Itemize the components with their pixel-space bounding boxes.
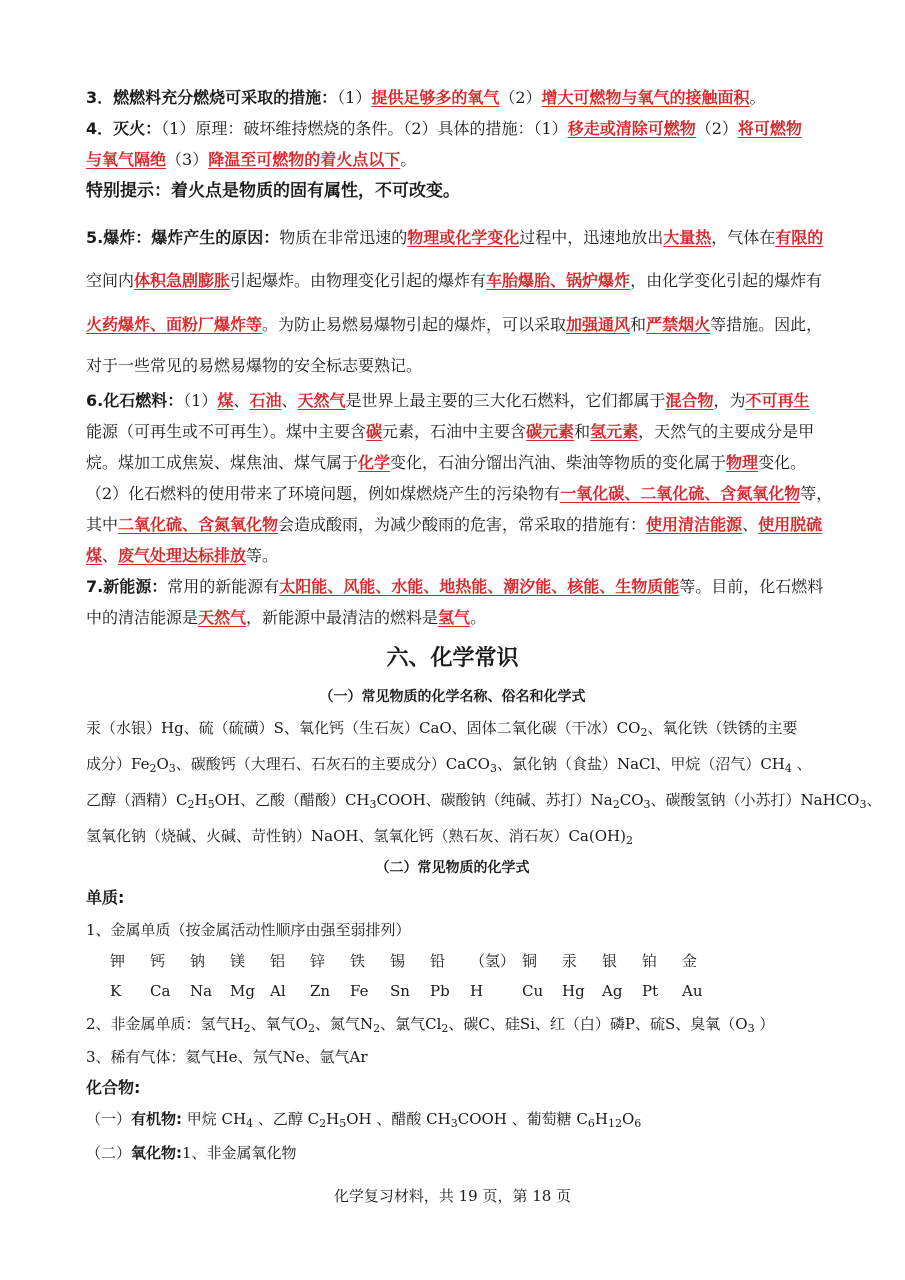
answer-text: 煤 [217, 391, 234, 410]
metal-name: 镁 [230, 952, 246, 970]
answer-text: 有限的 [775, 228, 824, 247]
text: OH、乙酸（醋酸）CH [214, 791, 370, 809]
text: 等措施。因此， [710, 315, 823, 334]
text: 其中 [86, 515, 119, 534]
answer-text: 天然气 [297, 391, 346, 410]
text: 。 [470, 608, 487, 627]
answer-text: 石油 [249, 391, 282, 410]
metal-symbol: Ca [150, 982, 171, 1000]
text: 、碳C、硅Si、红（白）磷P、硫S、臭氧（O [448, 1015, 748, 1033]
text: 等， [800, 484, 833, 503]
text: （1）原理：破坏维持燃烧的条件。（2）具体的措施：（1） [161, 119, 568, 138]
subscript: 4 [784, 762, 792, 775]
text: 常用的新能源有 [167, 577, 280, 596]
answer-text: 物理或化学变化 [407, 228, 520, 247]
text: 、 [281, 391, 298, 410]
subscript: 3 [747, 1022, 755, 1035]
metal-symbol: Cu [522, 982, 544, 1000]
metal-symbol: H [470, 982, 484, 1000]
subscript: 5 [339, 1117, 347, 1130]
text: O [621, 1110, 635, 1128]
text: 是世界上最主要的三大化石燃料，它们都属于 [345, 391, 666, 410]
section-6-line-3 [86, 452, 826, 474]
answer-text: 废气处理达标排放 [118, 546, 247, 565]
oxide-line [86, 1142, 826, 1164]
text: 中的清洁能源是 [86, 608, 199, 627]
subscript: 2 [319, 1117, 327, 1130]
text: 。为防止易燃易爆物引起的爆炸，可以采取 [262, 315, 567, 334]
section-6-line-1 [86, 390, 826, 412]
subsection-1-title: （一）常见物质的化学名称、俗名和化学式 [319, 689, 586, 705]
text: H [194, 791, 208, 809]
section-title: 六、化学常识 [386, 646, 519, 671]
text: ，由化学变化引起的爆炸有 [630, 271, 823, 290]
text: COOH、碳酸钠（纯碱、苏打）Na [376, 791, 613, 809]
text: 、 [233, 391, 250, 410]
answer-text: 降温至可燃物的着火点以下 [208, 150, 401, 169]
text: H [326, 1110, 340, 1128]
special-tip: 特别提示：着火点是物质的固有属性，不可改变。 [86, 181, 460, 201]
answer-text: 体积急剧膨胀 [134, 271, 231, 290]
text: 等。 [246, 546, 279, 565]
answer-text: 不可再生 [745, 391, 810, 410]
text: ，气体在 [711, 228, 776, 247]
elements-label: 单质: [86, 888, 125, 907]
text: 、氯化钠（食盐）NaCl、甲烷（沼气）CH [496, 755, 785, 773]
text: 氢氧化钠（烧碱、火碱、苛性钠）NaOH、氢氧化钙（熟石灰、消石灰）Ca(OH) [86, 827, 626, 845]
section-5-heading: 5.爆炸：爆炸产生的原因： [86, 228, 280, 247]
metal-symbol: Sn [390, 982, 410, 1000]
text: 等。目前，化石燃料 [679, 577, 824, 596]
names-line-3 [86, 789, 882, 816]
text: ，天然气的主要成分是甲 [638, 422, 815, 441]
subscript: 2 [441, 1022, 449, 1035]
answer-text: 提供足够多的氧气 [371, 88, 500, 107]
subscript: 4 [246, 1117, 254, 1130]
text: 空间内 [86, 271, 135, 290]
section-5-line-2 [86, 270, 826, 292]
subscript: 2 [243, 1022, 251, 1035]
metal-name: 银 [602, 952, 618, 970]
subscript: 3 [369, 798, 377, 811]
section-4-heading: 4．灭火： [86, 119, 162, 138]
subscript: 6 [587, 1117, 595, 1130]
subscript: 3 [450, 1117, 458, 1130]
section-6-line-5 [86, 514, 826, 536]
section-4-line-2 [86, 149, 826, 171]
text: ，新能源中最清洁的燃料是 [246, 608, 439, 627]
organic-line [86, 1108, 826, 1135]
text: （1） [337, 88, 372, 107]
text: 、氧化铁（铁锈的主要 [647, 719, 798, 737]
metal-name: 钾 [110, 952, 126, 970]
answer-text: 严禁烟火 [646, 315, 711, 334]
text: 变化，石油分馏出汽油、柴油等物质的变化属于 [390, 453, 727, 472]
answer-text: 使用脱硫 [758, 515, 823, 534]
metal-name: 钠 [190, 952, 206, 970]
subscript: 3 [643, 798, 651, 811]
text: （2）化石燃料的使用带来了环境问题，例如煤燃烧产生的污染物有 [86, 484, 561, 503]
text: （3） [166, 150, 209, 169]
names-line-2 [86, 753, 826, 780]
metal-name: 铝 [270, 952, 286, 970]
names-line-4 [86, 825, 826, 852]
section-4-line-1 [86, 118, 826, 140]
organic-label: 有机物: [131, 1110, 183, 1128]
section-6-line-6 [86, 545, 826, 567]
text: H [594, 1110, 608, 1128]
text: 过程中，迅速地放出 [519, 228, 664, 247]
text: O [156, 755, 169, 773]
text: 汞（水银）Hg、硫（硫磺）S、氧化钙（生石灰）CaO、固体二氧化碳（干冰）CO [86, 719, 641, 737]
text: ） [754, 1015, 775, 1033]
text: 甲烷 CH [182, 1110, 247, 1128]
metal-name: 铜 [522, 952, 538, 970]
metal-name: 铂 [642, 952, 658, 970]
metal-symbol: Pb [430, 982, 450, 1000]
text: 乙醇（酒精）C [86, 791, 188, 809]
text: 、碳酸钙（大理石、石灰石的主要成分）CaCO [175, 755, 490, 773]
answer-text: 车胎爆胎、锅炉爆炸 [486, 271, 631, 290]
answer-text: 氢元素 [590, 422, 639, 441]
answer-text: 天然气 [198, 608, 247, 627]
subscript: 2 [307, 1022, 315, 1035]
text: 变化。 [758, 453, 807, 472]
text: 、 [102, 546, 119, 565]
text: 物质在非常迅速的 [279, 228, 408, 247]
subscript: 2 [149, 762, 157, 775]
text: （2） [499, 88, 542, 107]
text: 1、非金属氧化物 [182, 1144, 297, 1162]
text: CO [619, 791, 644, 809]
text: 、氯气Cl [380, 1015, 442, 1033]
answer-text: 化学 [358, 453, 391, 472]
compound-label: 化合物: [86, 1078, 141, 1097]
text: 成分）Fe [86, 755, 150, 773]
subscript: 2 [373, 1022, 381, 1035]
text: 能源（可再生或不可再生）。煤中主要含 [86, 422, 367, 441]
answer-text: 碳元素 [526, 422, 575, 441]
metal-name: 金 [682, 952, 698, 970]
answer-text: 煤 [86, 546, 103, 565]
answer-text: 加强通风 [566, 315, 631, 334]
text: 和 [574, 422, 591, 441]
text: ，为 [713, 391, 746, 410]
answer-text: 碳 [366, 422, 383, 441]
text: 、碳酸氢钠（小苏打）NaHCO [650, 791, 860, 809]
text: 会造成酸雨，为减少酸雨的危害，常采取的措施有： [278, 515, 647, 534]
section-5-line-1 [86, 227, 826, 249]
text: COOH 、葡萄糖 C [457, 1110, 588, 1128]
text: 、 [866, 791, 882, 809]
metal-symbol: Na [190, 982, 213, 1000]
text: （二） [86, 1144, 132, 1162]
metal-symbol: Au [682, 982, 703, 1000]
text: 。 [400, 150, 417, 169]
subscript: 2 [640, 726, 648, 739]
subscript: 3 [859, 798, 867, 811]
text: （1） [183, 391, 218, 410]
text: 、氧气O [250, 1015, 308, 1033]
metal-name: 锡 [390, 952, 406, 970]
subscript: 12 [607, 1117, 622, 1130]
subscript: 3 [489, 762, 497, 775]
section-3-line [86, 87, 826, 109]
metal-symbol: Pt [642, 982, 659, 1000]
answer-text: 增大可燃物与氧气的接触面积 [541, 88, 750, 107]
text: 、乙醇 C [253, 1110, 320, 1128]
section-3-heading: 3．燃燃料充分燃烧可采取的措施： [86, 88, 338, 107]
metal-name: 锌 [310, 952, 326, 970]
metal-name: 铁 [350, 952, 366, 970]
metal-symbol: Hg [562, 982, 585, 1000]
text: 、 [791, 755, 812, 773]
answer-text: 太阳能、风能、水能、地热能、潮汐能、核能、生物质能 [279, 577, 680, 596]
section-5-line-4 [86, 355, 826, 377]
text: （一） [86, 1110, 132, 1128]
answer-text: 二氧化硫、含氮氧化物 [118, 515, 279, 534]
metal-names-row [110, 950, 722, 971]
subscript: 2 [187, 798, 195, 811]
text: 烷。煤加工成焦炭、煤焦油、煤气属于 [86, 453, 359, 472]
metal-symbols-row [110, 982, 722, 1000]
text: 引起爆炸。由物理变化引起的爆炸有 [230, 271, 487, 290]
section-6-heading: 6.化石燃料： [86, 391, 184, 410]
metal-name: （氢） [470, 952, 516, 970]
answer-text: 火药爆炸、面粉厂爆炸等 [86, 315, 263, 334]
nonmetal-line [86, 1013, 826, 1040]
metal-title: 1、金属单质（按金属活动性顺序由强至弱排列） [86, 921, 411, 939]
text: 、氮气N [314, 1015, 374, 1033]
answer-text: 物理 [726, 453, 759, 472]
answer-text: 混合物 [665, 391, 714, 410]
text: 、 [742, 515, 759, 534]
text: 。 [749, 88, 766, 107]
text: 对于一些常见的易燃易爆物的安全标志要熟记。 [86, 356, 423, 375]
text: OH 、醋酸 CH [346, 1110, 451, 1128]
subscript: 2 [625, 834, 633, 847]
subscript: 5 [207, 798, 215, 811]
metal-name: 钙 [150, 952, 166, 970]
metal-name: 铅 [430, 952, 446, 970]
noble-gas-line: 3、稀有气体：氦气He、氖气Ne、氩气Ar [86, 1048, 368, 1066]
section-7-line-1 [86, 576, 826, 598]
section-7-heading: 7.新能源： [86, 577, 168, 596]
metal-symbol: Zn [310, 982, 331, 1000]
answer-text: 将可燃物 [737, 119, 802, 138]
subscript: 2 [612, 798, 620, 811]
section-6-line-2 [86, 421, 826, 443]
section-6-line-4 [86, 483, 833, 505]
metal-symbol: Al [270, 982, 286, 1000]
answer-text: 与氧气隔绝 [86, 150, 167, 169]
text: 元素，石油中主要含 [382, 422, 527, 441]
subscript: 6 [634, 1117, 642, 1130]
answer-text: 一氧化碳、二氧化硫、含氮氧化物 [560, 484, 801, 503]
metal-name: 汞 [562, 952, 578, 970]
section-7-line-2 [86, 607, 826, 629]
metal-symbol: Mg [230, 982, 255, 1000]
answer-text: 移走或清除可燃物 [567, 119, 696, 138]
subsection-2-title: （二）常见物质的化学式 [375, 860, 530, 876]
answer-text: 大量热 [663, 228, 712, 247]
text: （2） [695, 119, 738, 138]
subscript: 3 [168, 762, 176, 775]
section-5-line-3 [86, 314, 826, 336]
metal-symbol: Fe [350, 982, 369, 1000]
text: 2、非金属单质：氢气H [86, 1015, 244, 1033]
metal-symbol: Ag [602, 982, 623, 1000]
names-line-1 [86, 717, 826, 744]
page-footer: 化学复习材料，共 19 页，第 18 页 [333, 1187, 572, 1205]
metal-symbol: K [110, 982, 122, 1000]
oxide-label: 氧化物: [131, 1144, 183, 1162]
answer-text: 氢气 [438, 608, 471, 627]
answer-text: 使用清洁能源 [646, 515, 743, 534]
text: 和 [630, 315, 647, 334]
